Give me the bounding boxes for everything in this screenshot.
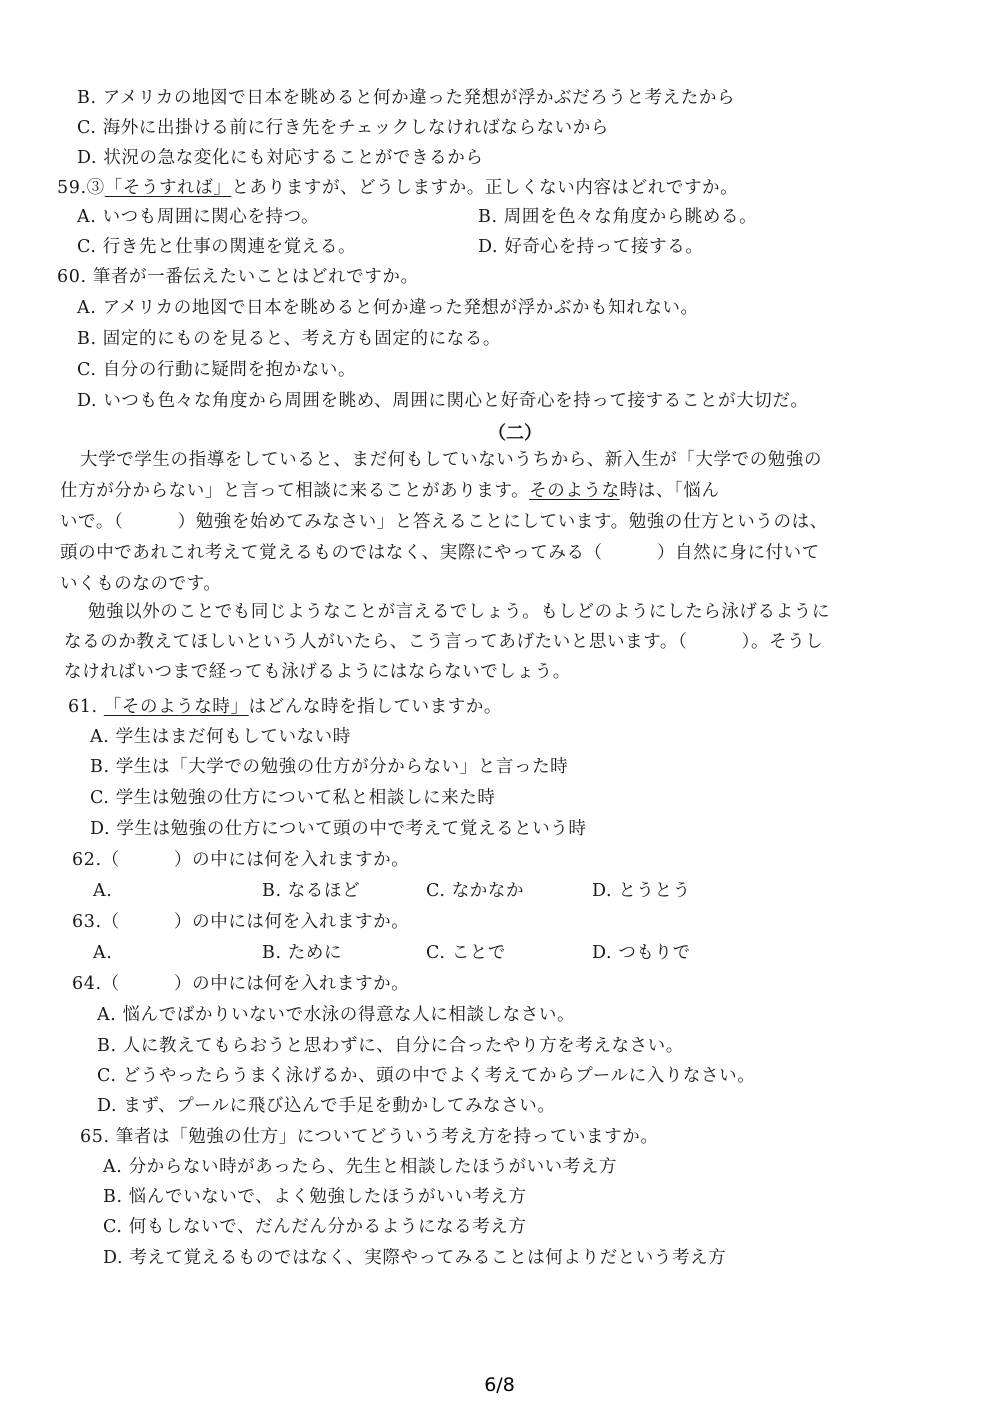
q65-option-d: D. 考えて覚えるものではなく、実際やってみることは何よりだという考え方 (103, 1248, 727, 1268)
q65-option-a: A. 分からない時があったら、先生と相談したほうがいい考え方 (103, 1157, 618, 1177)
q64-option-a: A. 悩んでばかりいないで水泳の得意な人に相談しなさい。 (97, 1005, 576, 1025)
q59-option-b: B. 周囲を色々な角度から眺める。 (478, 207, 758, 227)
q60-option-b: B. 固定的にものを見ると、考え方も固定的になる。 (77, 329, 501, 349)
q60-option-c: C. 自分の行動に疑問を抱かない。 (77, 360, 357, 380)
q62-option-a: A. (93, 881, 113, 901)
passage-line-5: いくものなのです。 (60, 574, 222, 594)
q65-option-c: C. 何もしないで、だんだん分かるようになる考え方 (103, 1217, 527, 1237)
passage-line-2 (60, 480, 720, 502)
q59-circle-marker: ③ (86, 178, 105, 198)
q59-quote: 「そうすれば」 (104, 178, 232, 198)
q60-stem: 60. 筆者が一番伝えたいことはどれですか。 (57, 267, 419, 287)
passage-line-7: なるのか教えてほしいという人がいたら、こう言ってあげたいと思います。（ ）。そうし (64, 632, 824, 652)
q60-option-a: A. アメリカの地図で日本を眺めると何か違った発想が浮かぶかも知れない。 (77, 298, 699, 318)
q59-option-a: A. いつも周囲に関心を持つ。 (77, 207, 320, 227)
q61-option-c: C. 学生は勉強の仕方について私と相談しに来た時 (90, 788, 496, 808)
q61-quote: 「そのような時」 (103, 697, 249, 717)
section-title: （二） (488, 423, 542, 444)
q63-option-c: C. ことで (426, 943, 506, 963)
q59-rest: とありますが、どうしますか。正しくない内容はどれですか。 (231, 178, 739, 198)
q59-stem (57, 177, 738, 199)
q58-option-c: C. 海外に出掛ける前に行き先をチェックしなければならないから (77, 118, 609, 138)
page-indicator: 6/8 (484, 1374, 515, 1396)
q63-stem: 63.（ ）の中には何を入れますか。 (72, 912, 410, 932)
q61-rest: はどんな時を指していますか。 (248, 697, 503, 717)
q61-option-b: B. 学生は「大学での勉強の仕方が分からない」と言った時 (90, 757, 569, 777)
q59-option-c: C. 行き先と仕事の関連を覚える。 (77, 237, 357, 257)
q63-option-b: B. ために (262, 943, 343, 963)
passage-underlined-phrase: そのような (529, 481, 620, 501)
q61-number: 61. (68, 697, 98, 717)
passage-line-6: 勉強以外のことでも同じようなことが言えるでしょう。もしどのようにしたら泳げるように (88, 602, 830, 622)
q61-option-d: D. 学生は勉強の仕方について頭の中で考えて覚えるという時 (90, 819, 587, 839)
q62-option-b: B. なるほど (262, 881, 361, 901)
q62-stem: 62.（ ）の中には何を入れますか。 (72, 850, 410, 870)
passage-line-4: 頭の中であれこれ考えて覚えるものではなく、実際にやってみる（ ）自然に身に付いて (60, 543, 820, 563)
q64-stem: 64.（ ）の中には何を入れますか。 (72, 974, 410, 994)
q61-stem (68, 696, 502, 718)
q59-number: 59. (57, 178, 87, 198)
q63-option-d: D. つもりで (592, 943, 691, 963)
q62-option-d: D. とうとう (592, 881, 691, 901)
q64-option-c: C. どうやったらうまく泳げるか、頭の中でよく考えてからプールに入りなさい。 (97, 1066, 756, 1086)
q59-option-d: D. 好奇心を持って接する。 (478, 237, 704, 257)
q63-option-a: A. (93, 943, 113, 963)
q58-option-b: B. アメリカの地図で日本を眺めると何か違った発想が浮かぶだろうと考えたから (77, 88, 736, 108)
q62-option-c: C. なかなか (426, 881, 525, 901)
q61-option-a: A. 学生はまだ何もしていない時 (90, 727, 351, 747)
passage-line-3: いで。（ ）勉強を始めてみなさい」と答えることにしています。勉強の仕方というのは、 (60, 512, 828, 532)
q65-stem: 65. 筆者は「勉強の仕方」についてどういう考え方を持っていますか。 (80, 1127, 659, 1147)
q65-option-b: B. 悩んでいないで、よく勉強したほうがいい考え方 (103, 1187, 527, 1207)
passage-line-2b: 時は、「悩ん (619, 481, 720, 501)
q60-option-d: D. いつも色々な角度から周囲を眺め、周囲に関心と好奇心を持って接することが大切だ。 (77, 391, 809, 411)
q64-option-b: B. 人に教えてもらおうと思わずに、自分に合ったやり方を考えなさい。 (97, 1036, 684, 1056)
q58-option-d: D. 状況の急な変化にも対応することができるから (77, 148, 484, 168)
passage-line-8: なければいつまで経っても泳げるようにはならないでしょう。 (64, 662, 571, 682)
passage-line-2a: 仕方が分からない」と言って相談に来ることがあります。 (60, 481, 530, 501)
q64-option-d: D. まず、プールに飛び込んで手足を動かしてみなさい。 (97, 1096, 556, 1116)
passage-line-1: 大学で学生の指導をしていると、まだ何もしていないうちから、新入生が「大学での勉強の (80, 450, 823, 470)
